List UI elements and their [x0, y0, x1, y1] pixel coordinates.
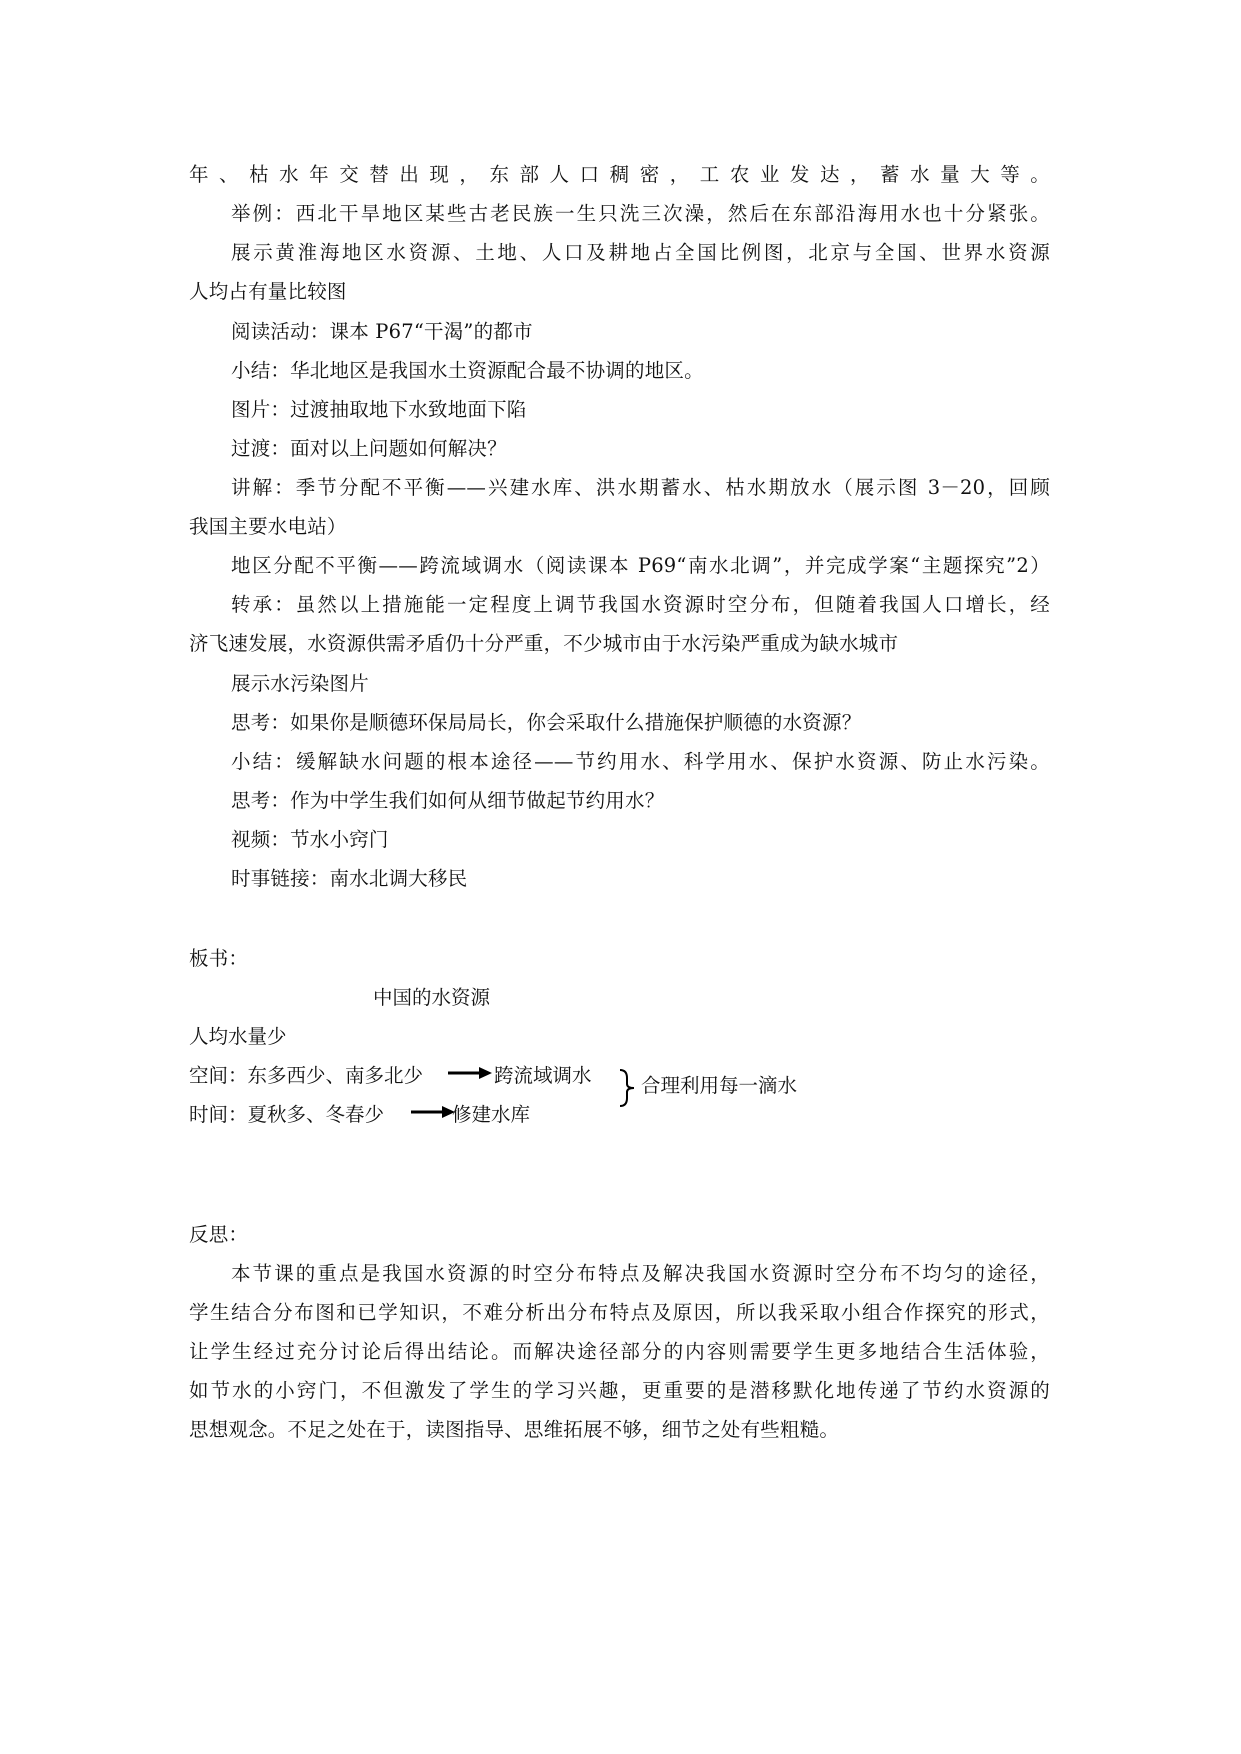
paragraph-line: 讲解：季节分配不平衡——兴建水库、洪水期蓄水、枯水期放水（展示图 3－20，回顾: [231, 476, 1050, 499]
arrow-right-icon: [411, 1105, 455, 1119]
reflection-line: 本节课的重点是我国水资源的时空分布特点及解决我国水资源时空分布不均匀的途径，: [231, 1262, 1050, 1285]
paragraph-line: 小结：华北地区是我国水土资源配合最不协调的地区。: [231, 359, 704, 382]
board-title: 中国的水资源: [373, 986, 491, 1009]
reflection-line: 思想观念。不足之处在于，读图指导、思维拓展不够，细节之处有些粗糙。: [189, 1418, 840, 1441]
paragraph-line: 转承：虽然以上措施能一定程度上调节我国水资源时空分布，但随着我国人口增长，经: [231, 593, 1050, 616]
paragraph-line: 展示水污染图片: [231, 672, 369, 695]
paragraph-line: 思考：作为中学生我们如何从细节做起节约用水？: [231, 789, 665, 812]
board-row-time-left: 时间：夏秋多、冬春少: [189, 1103, 385, 1126]
paragraph-line: 举例：西北干旱地区某些古老民族一生只洗三次澡，然后在东部沿海用水也十分紧张。: [231, 202, 1050, 225]
board-row-per-capita: 人均水量少: [189, 1025, 287, 1048]
paragraph-line: 视频：节水小窍门: [231, 828, 389, 851]
paragraph-line: 年、枯水年交替出现，东部人口稠密，工农业发达，蓄水量大等。: [189, 163, 1050, 186]
paragraph-line: 地区分配不平衡——跨流域调水（阅读课本 P69“南水北调”，并完成学案“主题探究”2）: [231, 554, 1050, 577]
paragraph-line: 我国主要水电站）: [189, 515, 347, 538]
board-heading: 板书：: [189, 947, 249, 970]
paragraph-line: 展示黄淮海地区水资源、土地、人口及耕地占全国比例图，北京与全国、世界水资源: [231, 241, 1050, 264]
right-brace-icon: [616, 1068, 638, 1108]
paragraph-line: 时事链接：南水北调大移民: [231, 867, 468, 890]
reflection-heading: 反思：: [189, 1223, 249, 1246]
reflection-line: 让学生经过充分讨论后得出结论。而解决途径部分的内容则需要学生更多地结合生活体验，: [189, 1340, 1050, 1363]
arrow-right-icon: [448, 1066, 492, 1080]
paragraph-line: 人均占有量比较图: [189, 280, 347, 303]
paragraph-line: 思考：如果你是顺德环保局局长，你会采取什么措施保护顺德的水资源？: [231, 711, 862, 734]
paragraph-line: 过渡：面对以上问题如何解决？: [231, 437, 507, 460]
board-row-space-right: 跨流域调水: [494, 1064, 592, 1087]
board-row-time-right: 修建水库: [452, 1103, 531, 1126]
reflection-line: 学生结合分布图和已学知识，不难分析出分布特点及原因，所以我采取小组合作探究的形式，: [189, 1301, 1050, 1324]
paragraph-line: 济飞速发展，水资源供需矛盾仍十分严重，不少城市由于水污染严重成为缺水城市: [189, 632, 899, 655]
paragraph-line: 图片：过渡抽取地下水致地面下陷: [231, 398, 527, 421]
board-conclusion: 合理利用每一滴水: [641, 1074, 798, 1097]
reflection-line: 如节水的小窍门，不但激发了学生的学习兴趣，更重要的是潜移默化地传递了节约水资源的: [189, 1379, 1050, 1402]
paragraph-line: 小结：缓解缺水问题的根本途径——节约用水、科学用水、保护水资源、防止水污染。: [231, 750, 1050, 773]
paragraph-line: 阅读活动：课本 P67“干渴”的都市: [231, 320, 533, 343]
board-row-space-left: 空间：东多西少、南多北少: [189, 1064, 424, 1087]
